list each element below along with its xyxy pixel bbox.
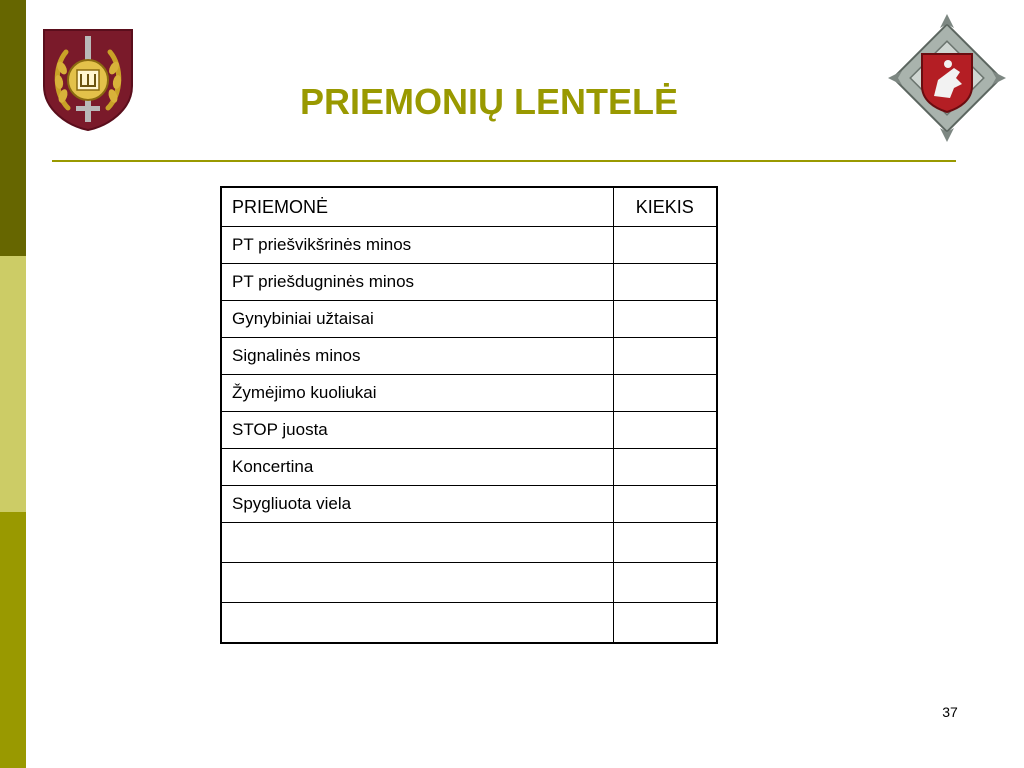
item-cell: STOP juosta — [221, 412, 613, 449]
table-header-row — [221, 187, 717, 227]
table-row — [221, 486, 717, 523]
item-cell — [221, 523, 613, 563]
item-cell: Spygliuota viela — [221, 486, 613, 523]
quantity-cell — [613, 563, 717, 603]
item-cell: Koncertina — [221, 449, 613, 486]
page-number: 37 — [942, 704, 958, 720]
column-header-quantity: KIEKIS — [613, 187, 717, 227]
page-title: PRIEMONIŲ LENTELĖ — [300, 81, 679, 122]
sidebar-band-middle — [0, 256, 26, 512]
item-cell: PT priešvikšrinės minos — [221, 227, 613, 264]
quantity-cell — [613, 523, 717, 563]
quantity-cell — [613, 375, 717, 412]
items-table — [220, 186, 718, 644]
quantity-cell — [613, 264, 717, 301]
table-row — [221, 264, 717, 301]
title-divider — [52, 160, 956, 162]
item-cell: Žymėjimo kuoliukai — [221, 375, 613, 412]
quantity-cell — [613, 449, 717, 486]
table-row — [221, 338, 717, 375]
item-cell: Gynybiniai užtaisai — [221, 301, 613, 338]
item-cell — [221, 563, 613, 603]
column-header-item: PRIEMONĖ — [221, 187, 613, 227]
quantity-cell — [613, 486, 717, 523]
quantity-cell — [613, 301, 717, 338]
quantity-cell — [613, 412, 717, 449]
quantity-cell — [613, 227, 717, 264]
item-cell — [221, 603, 613, 644]
table-row — [221, 449, 717, 486]
table-row — [221, 603, 717, 644]
table-row — [221, 523, 717, 563]
knight-cross-badge-icon — [882, 8, 1012, 148]
quantity-cell — [613, 603, 717, 644]
item-cell: PT priešdugninės minos — [221, 264, 613, 301]
sidebar-band-top — [0, 0, 26, 256]
table-row — [221, 375, 717, 412]
quantity-cell — [613, 338, 717, 375]
sidebar-band-bottom — [0, 512, 26, 768]
table-row — [221, 227, 717, 264]
item-cell: Signalinės minos — [221, 338, 613, 375]
military-academy-emblem-icon — [42, 28, 134, 132]
table-row — [221, 412, 717, 449]
table-row — [221, 301, 717, 338]
table-row — [221, 563, 717, 603]
